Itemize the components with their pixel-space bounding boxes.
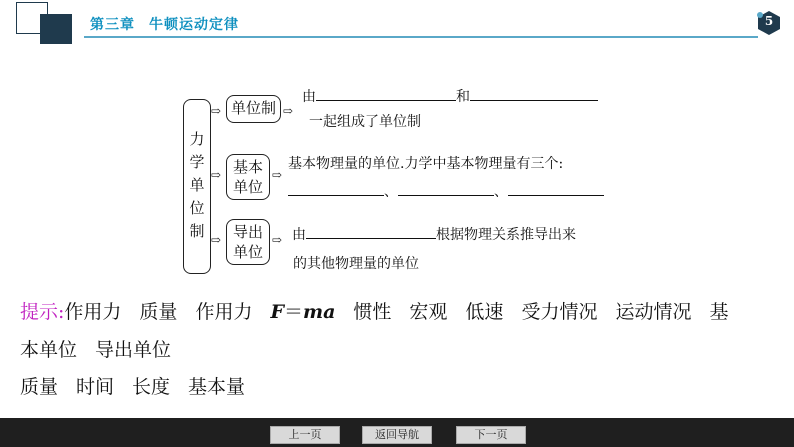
hint-line-1 [20, 297, 728, 324]
hint-answer: 长度 [132, 376, 171, 398]
box-label: 单位 [232, 243, 263, 261]
basic-units-line2 [288, 181, 604, 201]
fill-blank [288, 181, 384, 196]
hint-answer: 导出单位 [95, 339, 172, 361]
unit-system-line2: 一起组成了单位制 [309, 114, 421, 130]
hint-line-3 [20, 372, 245, 399]
arrow-icon: ⇨ [211, 168, 222, 182]
basic-units-box [226, 154, 270, 200]
hint-answer: 宏观 [409, 301, 448, 323]
fill-blank [470, 86, 598, 101]
chapter-label: 第三章 [90, 17, 135, 33]
text-suffix: 根据物理关系推导出来 [436, 227, 576, 243]
hint-label: 提示: [20, 301, 65, 323]
hint-formula [270, 301, 335, 323]
fill-blank [316, 86, 456, 101]
arrow-icon: ⇨ [283, 104, 294, 118]
hint-answer: 质量 [139, 301, 178, 323]
formula-f: F [270, 301, 284, 323]
root-char: 位 [189, 199, 205, 217]
root-char: 制 [189, 222, 205, 240]
hint-answer: 时间 [76, 376, 115, 398]
derived-units-line2: 的其他物理量的单位 [293, 256, 419, 272]
hint-answer: 运动情况 [615, 301, 692, 323]
hint-answer: 作用力 [64, 301, 122, 323]
box-label: 基本 [232, 158, 263, 176]
formula-eq: ＝ [283, 301, 303, 323]
hint-answer: 基 [709, 301, 729, 323]
root-box [183, 99, 211, 274]
basic-units-line1: 基本物理量的单位.力学中基本物理量有三个: [288, 156, 564, 172]
fill-blank [306, 224, 436, 239]
text-you: 由 [302, 89, 316, 105]
page-number: 5 [764, 14, 774, 28]
arrow-icon: ⇨ [272, 233, 283, 247]
hint-answer: 基本量 [188, 376, 246, 398]
arrow-icon: ⇨ [211, 104, 222, 118]
root-char: 学 [189, 153, 205, 171]
derived-units-line1 [292, 224, 576, 244]
root-char: 单 [189, 176, 205, 194]
arrow-icon: ⇨ [272, 168, 283, 182]
hint-answer: 低速 [465, 301, 504, 323]
chapter-title: 牛顿运动定律 [149, 17, 239, 33]
nav-home-button[interactable]: 返回导航 [362, 426, 432, 444]
box-label: 单位 [232, 178, 263, 196]
formula-ma: ma [302, 301, 336, 323]
prev-page-button[interactable]: 上一页 [270, 426, 340, 444]
hint-answer: 受力情况 [521, 301, 598, 323]
hint-answer: 本单位 [20, 339, 78, 361]
hint-answer: 惯性 [353, 301, 392, 323]
text-he: 和 [456, 89, 470, 105]
hint-line-2 [20, 335, 171, 362]
derived-units-box [226, 219, 270, 265]
unit-system-box: 单位制 [226, 95, 281, 123]
fill-blank [398, 181, 494, 196]
root-char: 力 [189, 130, 205, 148]
separator: 、 [494, 184, 508, 200]
arrow-icon: ⇨ [211, 233, 222, 247]
unit-system-line1 [302, 86, 598, 106]
hint-answer: 作用力 [195, 301, 253, 323]
separator: 、 [384, 184, 398, 200]
next-page-button[interactable]: 下一页 [456, 426, 526, 444]
text-you: 由 [292, 227, 306, 243]
fill-blank [508, 181, 604, 196]
hint-answer: 质量 [20, 376, 59, 398]
box-label: 导出 [232, 223, 263, 241]
